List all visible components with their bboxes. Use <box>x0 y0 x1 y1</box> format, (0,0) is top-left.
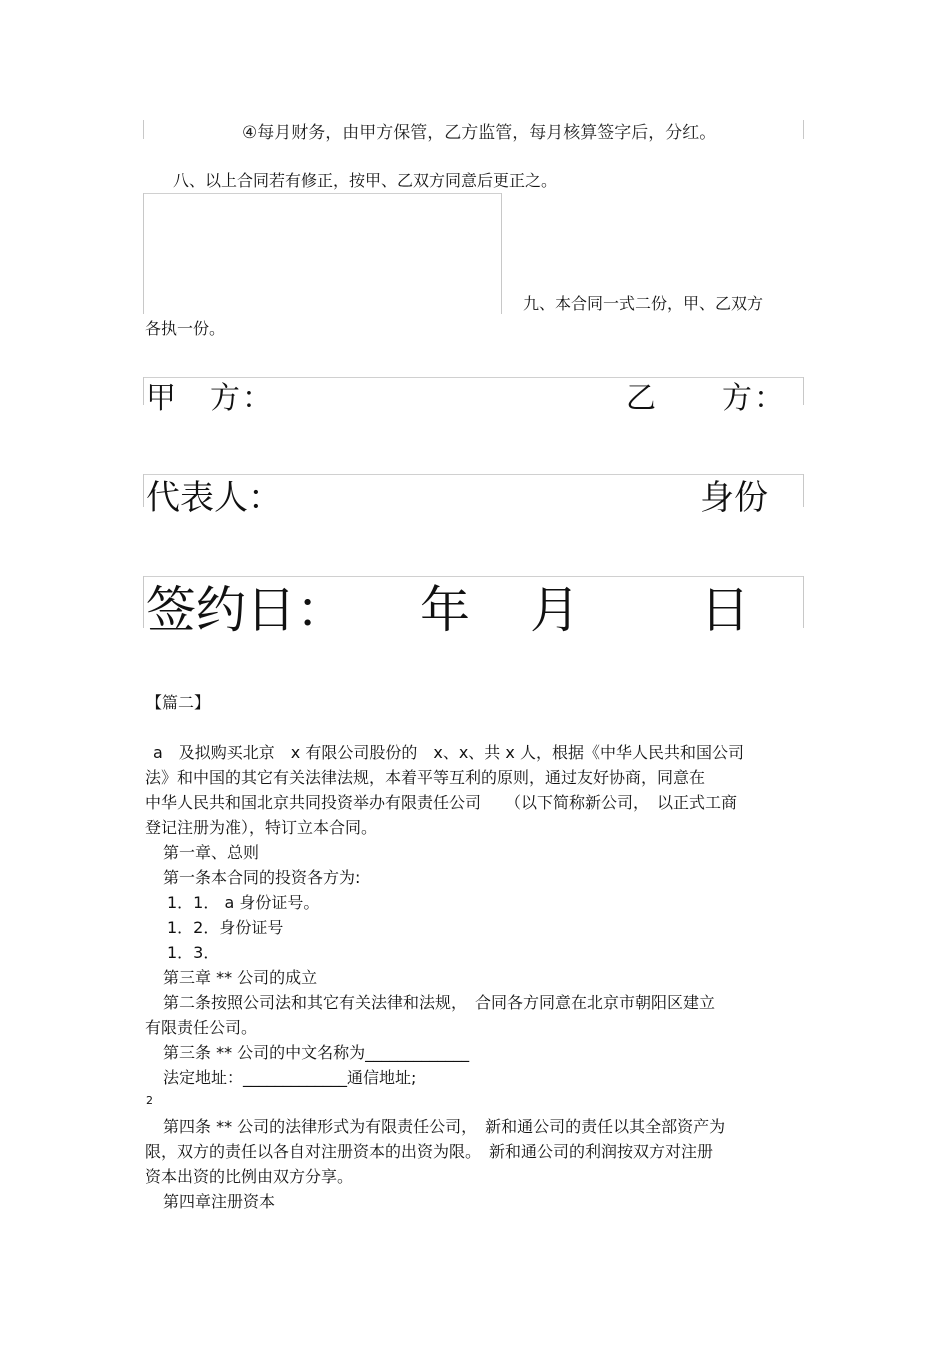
page-number: 2 <box>146 1094 153 1107</box>
body-line: 第四条 ** 公司的法律形式为有限责任公司， 新和通公司的责任以其全部资产为 <box>163 1117 726 1136</box>
frame-party-left <box>143 377 144 405</box>
body-line: a 及拟购买北京 x 有限公司股份的 x、x、共 x 人，根据《中华人民共和国公司 <box>153 743 744 762</box>
party-b-label: 乙 方： <box>626 381 786 416</box>
frame-line-left-1 <box>143 120 144 139</box>
clause-9-part-1: 九、本合同一式二份，甲、乙双方 <box>523 294 764 313</box>
body-line: 第一条本合同的投资各方为: <box>163 868 361 887</box>
body-line: 法定地址：_____________通信地址; <box>163 1068 417 1087</box>
frame-box-top <box>143 193 501 194</box>
chapter-heading: 第三章 ** 公司的成立 <box>163 968 318 987</box>
list-item: 1．1． a 身份证号。 <box>167 893 320 912</box>
body-line: 法》和中国的其它有关法律法规，本着平等互利的原则，通过友好协商，同意在 <box>145 768 706 787</box>
list-item: 1．3． <box>167 943 220 962</box>
day-label: 日 <box>700 581 750 639</box>
chapter-heading: 第一章、总则 <box>163 843 260 862</box>
body-line: 第三条 ** 公司的中文名称为_____________ <box>163 1043 470 1062</box>
body-line: 登记注册为准），特订立本合同。 <box>145 818 378 837</box>
id-label: 身份 <box>700 478 768 518</box>
body-line: 资本出资的比例由双方分享。 <box>145 1167 354 1186</box>
frame-date-right <box>803 576 804 628</box>
body-line: 限，双方的责任以各自对注册资本的出资为限。 新和通公司的利润按双方对注册 <box>145 1142 714 1161</box>
sign-date-label: 签约日： <box>146 581 346 639</box>
clause-9-part-2: 各执一份。 <box>145 319 226 338</box>
frame-date-left <box>143 576 144 628</box>
representative-label: 代表人： <box>146 478 282 518</box>
body-line: 第二条按照公司法和其它有关法律和法规， 合同各方同意在北京市朝阳区建立 <box>163 993 716 1012</box>
frame-rep-right <box>803 474 804 507</box>
section-heading: 【篇二】 <box>146 693 211 712</box>
frame-line-right-1 <box>803 120 804 139</box>
clause-8: 八、以上合同若有修正，按甲、乙双方同意后更正之。 <box>173 171 558 190</box>
clause-4: ④每月财务，由甲方保管，乙方监管，每月核算签字后，分红。 <box>242 123 717 143</box>
frame-box-left <box>143 193 144 314</box>
chapter-heading: 第四章注册资本 <box>163 1192 276 1211</box>
frame-party-right <box>803 377 804 405</box>
list-item: 1．2．身份证号 <box>167 918 284 937</box>
frame-box-right <box>501 193 502 314</box>
body-line: 有限责任公司。 <box>145 1018 258 1037</box>
month-label: 月 <box>530 581 580 639</box>
party-a-label: 甲 方： <box>146 381 274 416</box>
body-line: 中华人民共和国北京共同投资举办有限责任公司 （以下简称新公司， 以正式工商 <box>145 793 738 812</box>
frame-rep-left <box>143 474 144 507</box>
year-label: 年 <box>420 581 470 639</box>
